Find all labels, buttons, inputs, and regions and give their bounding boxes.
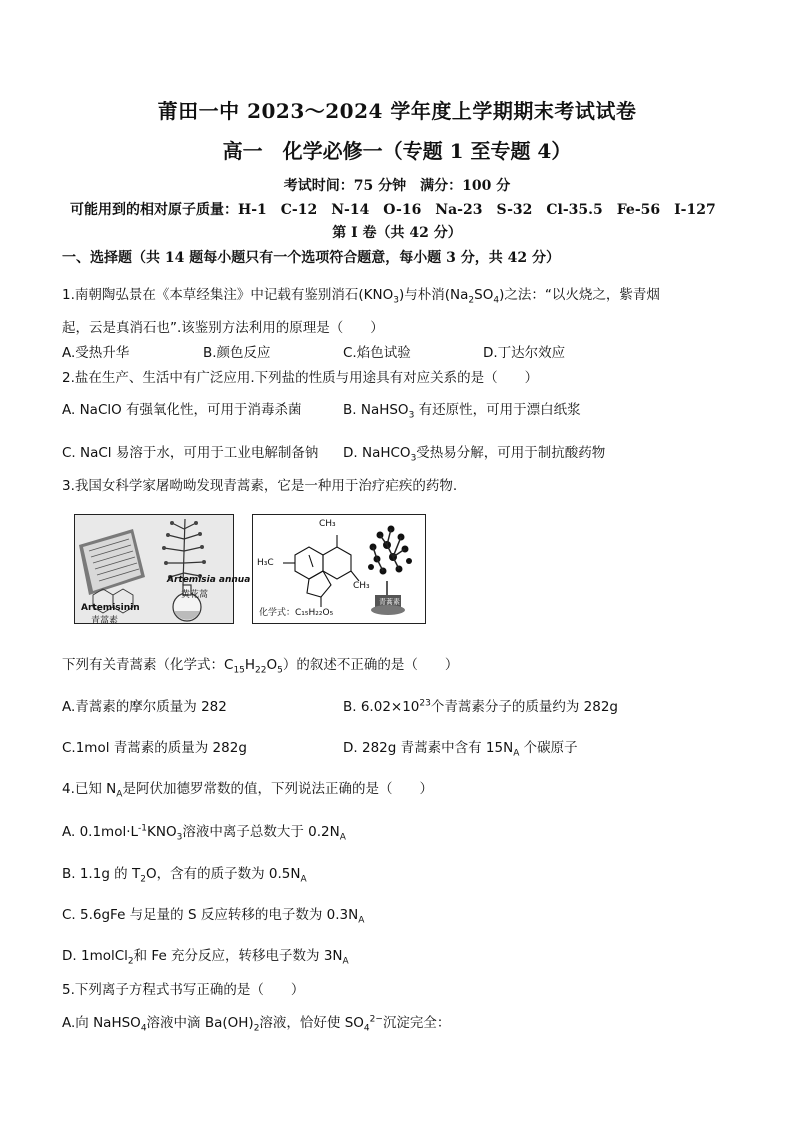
q3-d-post: 个碳原子 [519, 740, 578, 756]
q1-so: SO [474, 287, 494, 303]
q2-stem: 2.盐在生产、生活中有广泛应用.下列盐的性质与用途具有对应关系的是（ ） [62, 370, 539, 386]
q3-b-post: 个青蒿素分子的质量约为 282g [430, 699, 618, 715]
q1-sub-4: 4 [493, 295, 500, 306]
q2-d-post: 受热易分解，可用于制抗酸药物 [416, 445, 606, 461]
q5-a-sup3: 2− [369, 1014, 383, 1025]
q4-d-mid: 和 Fe 充分反应，转移电子数为 3N [133, 948, 343, 964]
q3-option-d [343, 736, 578, 759]
q2-option-c: C. NaCl 易溶于水，可用于工业电解制备钠 [62, 445, 319, 461]
q4-b-pre: B. 1.1g 的 T [62, 866, 141, 882]
q1-sub-2: 2 [468, 295, 475, 306]
qinghaosu-label: 青蒿素 [91, 616, 119, 626]
q1-option-d: D.丁达尔效应 [483, 345, 566, 361]
q1-text-b: 与朴消 [404, 287, 445, 303]
q4-d-sub: 2 [127, 956, 134, 967]
huanghuahao-label: 黄花蒿 [181, 590, 209, 600]
q4-stem-sub: A [116, 789, 123, 800]
q2-b-post: 有还原性，可用于漂白纸浆 [414, 402, 581, 418]
q1-option-b: B.颜色反应 [203, 345, 271, 361]
artemisia-label: Artemisia annua [167, 575, 251, 585]
q1-line2: 起，云是真消石也”.该鉴别方法利用的原理是（ ） [62, 320, 384, 336]
q1-text-c: 之法：“以火烧之，紫青烟 [504, 287, 660, 303]
q4-stem-pre: 4.已知 N [62, 781, 117, 797]
q5-a-mid: 溶液中滴 Ba(OH) [146, 1015, 254, 1031]
q2-option-a: A. NaClO 有强氧化性，可用于消毒杀菌 [62, 402, 302, 418]
q4-b-mid: O，含有的质子数为 0.5N [145, 866, 301, 882]
q4-stem [62, 777, 433, 800]
figure-molecule [252, 514, 426, 624]
q3-option-b [343, 695, 618, 715]
q4-a-post: 溶液中离子总数大于 0.2N [182, 824, 340, 840]
q2-b-sub: 3 [408, 410, 415, 421]
q1-paren-2: ) [499, 287, 505, 303]
q4-b-sub: 2 [140, 874, 146, 885]
q4-d-pre: D. 1molCl [62, 948, 128, 964]
q3-q-o: O [266, 657, 278, 673]
exam-subtitle: 高一 化学必修一（专题 1 至专题 4） [222, 139, 572, 163]
q2-option-d [343, 441, 605, 464]
formula-label: 化学式：C₁₅H₂₂O₅ [259, 608, 334, 618]
q3-q-s1: 15 [233, 665, 245, 676]
q3-b-pre: B. 6.02×10 [343, 699, 420, 715]
q5-option-a [62, 1011, 450, 1034]
exam-title: 莆田一中 2023～2024 学年度上学期期末考试试卷 [157, 99, 637, 123]
q2-option-b [343, 398, 581, 421]
model-base-label: 青蒿素 [379, 598, 400, 606]
q1-option-c: C.焰色试验 [343, 345, 411, 361]
q4-d-sub2: A [342, 956, 349, 967]
ch3-top-label: CH₃ [319, 519, 336, 529]
section-title: 一、选择题（共 14 题每小题只有一个选项符合题意，每小题 3 分，共 42 分） [62, 250, 560, 266]
q2-d-sub: 3 [410, 453, 417, 464]
q1-sub-3: 3 [393, 295, 399, 306]
q4-c-sub: A [358, 915, 365, 926]
q5-a-post: 沉淀完全： [382, 1015, 451, 1031]
q4-a-sub: 3 [176, 832, 183, 843]
q4-a-mid: KNO [147, 824, 177, 840]
q3-d-pre: D. 282g 青蒿素中含有 15N [343, 740, 514, 756]
q3-b-sup: 23 [419, 698, 431, 709]
part-title: 第 Ⅰ 卷（共 42 分） [332, 225, 462, 241]
q1-paren-1: ) [398, 287, 405, 303]
q3-q-post: ）的叙述不正确的是（ ） [282, 657, 459, 673]
artemisinin-label: Artemisinin [81, 603, 140, 613]
q5-a-sub3: 4 [363, 1023, 370, 1034]
q2-d-pre: D. NaHCO [343, 445, 411, 461]
q4-a-sup: -1 [138, 823, 148, 834]
q3-q-pre: 下列有关青蒿素（化学式：C [62, 657, 234, 673]
q3-d-sub: A [513, 748, 520, 759]
ch3-right-label: CH₃ [353, 581, 370, 591]
figure-artemisia-photo [74, 514, 251, 626]
q1-line1 [62, 283, 660, 306]
q4-option-b [62, 862, 307, 885]
q4-option-d [62, 944, 349, 967]
q2-b-pre: B. NaHSO [343, 402, 409, 418]
q4-a-pre: A. 0.1mol·L [62, 824, 139, 840]
q3-stem: 3.我国女科学家屠呦呦发现青蒿素，它是一种用于治疗疟疾的药物. [62, 478, 458, 494]
q5-a-mid2: 溶液，恰好使 SO [259, 1015, 364, 1031]
q3-option-c: C.1mol 青蒿素的质量为 282g [62, 740, 247, 756]
q3-question [62, 653, 458, 676]
ch3-left-label: H₃C [257, 558, 274, 568]
q4-option-a [62, 820, 346, 843]
q1-na: (Na [444, 287, 469, 303]
q3-q-s3: 5 [277, 665, 283, 676]
q4-stem-post: 是阿伏加德罗常数的值，下列说法正确的是（ ） [122, 781, 433, 797]
q4-a-sub2: A [339, 832, 346, 843]
q1-option-a: A.受热升华 [62, 345, 130, 361]
q4-option-c [62, 903, 364, 926]
q5-stem: 5.下列离子方程式书写正确的是（ ） [62, 982, 305, 998]
q3-q-s2: 22 [255, 665, 267, 676]
q4-b-sub2: A [300, 874, 307, 885]
q1-kno3: (KNO [358, 287, 394, 303]
atomic-masses: 可能用到的相对原子质量：H-1 C-12 N-14 O-16 Na-23 S-32 Cl-35.5 Fe-56 I-127 [70, 202, 716, 218]
q5-a-sub2: 2 [253, 1023, 260, 1034]
q5-a-pre: A.向 NaHSO [62, 1015, 141, 1031]
q3-q-h: H [244, 657, 256, 673]
q5-a-sub: 4 [140, 1023, 147, 1034]
exam-time-info: 考试时间：75 分钟 满分：100 分 [283, 178, 511, 194]
q4-c-pre: C. 5.6gFe 与足量的 S 反应转移的电子数为 0.3N [62, 907, 359, 923]
q1-text-a: 1.南朝陶弘景在《本草经集注》中记载有鉴别消石 [62, 287, 359, 303]
q3-option-a: A.青蒿素的摩尔质量为 282 [62, 699, 227, 715]
